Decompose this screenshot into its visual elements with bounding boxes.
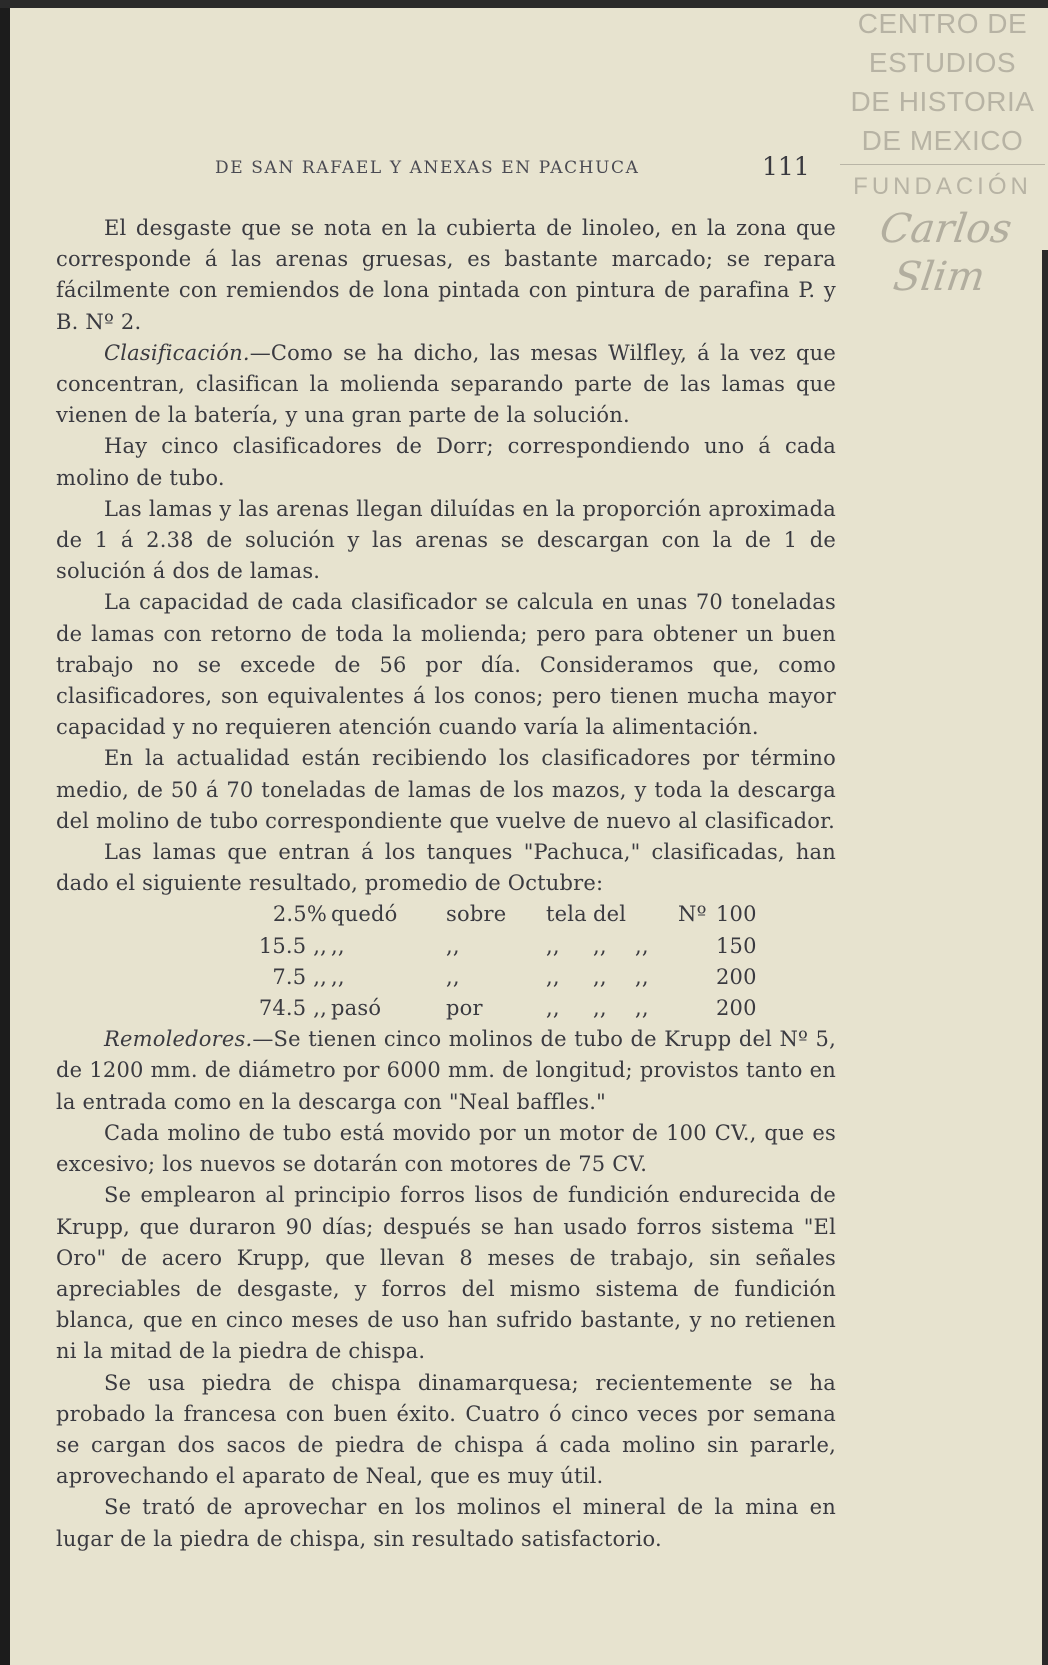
table-cell: ,, xyxy=(331,933,345,958)
page-right-edge xyxy=(1042,250,1048,1665)
paragraph xyxy=(56,1024,836,1118)
table-cell: ,, xyxy=(593,933,607,958)
table-cell xyxy=(635,899,678,930)
table-cell: pasó xyxy=(331,996,382,1021)
paragraph-text: Las lamas que entran á los tanques "Pachuca," clasificadas, han dado el siguiente resultado, promedio de Octubre: xyxy=(56,840,836,896)
page-number: 111 xyxy=(762,152,810,181)
table-cell: del xyxy=(593,902,627,927)
watermark-line: CENTRO DE xyxy=(857,8,1028,39)
paragraph xyxy=(56,837,836,899)
table-cell: tela xyxy=(546,902,587,927)
watermark-line: ESTUDIOS xyxy=(868,47,1017,78)
paragraph-text: Se emplearon al principio forros lisos de fundición endurecida de Krupp, que duraron 90 días; después se han usado forros sistema "El Oro" de acero Krupp, que llevan 8 meses de trabajo, sin señales apreciables de desgaste, y forros del mismo sistema de fundición blanca, que en cinco meses de uso han sufrido bastante, y no retienen ni la mitad de la piedra de chispa. xyxy=(56,1183,836,1364)
table-cell: por xyxy=(446,996,483,1021)
table-cell: ,, xyxy=(593,996,607,1021)
paragraph xyxy=(56,1492,836,1554)
table-cell: 74.5 ,, xyxy=(258,996,327,1021)
paragraph xyxy=(56,494,836,588)
table-cell: 200 xyxy=(715,996,757,1021)
table-row xyxy=(242,931,757,962)
table-cell: 15.5 ,, xyxy=(258,933,327,958)
table-cell: ,, xyxy=(593,964,607,989)
table-cell: 100 xyxy=(715,902,757,927)
table-cell: quedó xyxy=(331,902,398,927)
paragraph-text: Hay cinco clasificadores de Dorr; correspondiendo uno á cada molino de tubo. xyxy=(56,434,836,490)
table-cell: 2.5% xyxy=(272,902,327,927)
paragraph-text: Las lamas y las arenas llegan diluídas en la proporción aproximada de 1 á 2.38 de solución y las arenas se descargan con la de 1 de solución á dos de lamas. xyxy=(56,496,836,584)
table-cell xyxy=(678,993,707,1024)
page-binding-edge xyxy=(0,0,10,1665)
sieve-results-table xyxy=(242,899,757,1024)
paragraph xyxy=(56,587,836,743)
table-row xyxy=(242,899,757,930)
paragraph-text: En la actualidad están recibiendo los clasificadores por término medio, de 50 á 70 toneladas de lamas de los mazos, y toda la descarga del molino de tubo correspondiente que vuelve de nuevo al clasificador. xyxy=(56,746,836,833)
table-cell: ,, xyxy=(331,964,345,989)
table-cell: 150 xyxy=(715,933,757,958)
watermark-fundacion: FUNDACIÓN xyxy=(853,173,1032,200)
section-title: Remoledores. xyxy=(104,1027,253,1052)
table-cell: Nº xyxy=(678,902,707,927)
table-cell xyxy=(678,931,707,962)
paragraph xyxy=(56,1118,836,1180)
table-cell: ,, xyxy=(635,933,649,958)
watermark-divider xyxy=(840,164,1045,165)
paragraph-text: —Como se ha dicho, las mesas Wilfley, á la vez que concentran, clasifican la molienda separando parte de las lamas que vienen de la batería, y una gran parte de la solución. xyxy=(56,340,836,428)
watermark xyxy=(840,4,1045,301)
paragraph-text: Cada molino de tubo está movido por un motor de 100 CV., que es excesivo; los nuevos se dotarán con motores de 75 CV. xyxy=(56,1120,836,1177)
paragraph-text: —Se tienen cinco molinos de tubo de Krupp del Nº 5, de 1200 mm. de diámetro por 6000 mm. de longitud; provistos tanto en la entrada como en la descarga con "Neal baffles." xyxy=(56,1027,836,1114)
table-cell: 7.5 ,, xyxy=(272,964,327,989)
watermark-line: DE HISTORIA xyxy=(850,86,1035,117)
paragraph-text: El desgaste que se nota en la cubierta de linoleo, en la zona que corresponde á las arenas gruesas, es bastante marcado; se repara fácilmente con remiendos de lona pintada con pintura de parafina P. y B. Nº 2. xyxy=(56,216,836,334)
paragraph xyxy=(56,213,836,338)
table-cell: ,, xyxy=(546,964,560,989)
table-cell xyxy=(678,962,707,993)
table-cell: 200 xyxy=(715,964,757,989)
watermark-signature: Carlos Slim xyxy=(877,206,1015,300)
paragraph xyxy=(56,338,836,432)
paragraph xyxy=(56,431,836,493)
table-cell: ,, xyxy=(446,933,460,958)
paragraph-text: Se usa piedra de chispa dinamarquesa; recientemente se ha probado la francesa con buen éxito. Cuatro ó cinco veces por semana se cargan dos sacos de piedra de chispa á cada molino sin pararle, aprovechando el aparato de Neal, que es muy útil. xyxy=(56,1370,836,1489)
paragraph-text: La capacidad de cada clasificador se calcula en unas 70 toneladas de lamas con retorno de toda la molienda; pero para obtener un buen trabajo no se excede de 56 por día. Consideramos que, como clasificadores, son equivalentes á los conos; pero tienen mucha mayor capacidad y no requieren atención cuando varía la alimentación. xyxy=(56,590,836,740)
table-cell: sobre xyxy=(446,902,507,927)
table-cell: ,, xyxy=(635,996,649,1021)
body-text xyxy=(56,213,836,1555)
table-cell: ,, xyxy=(635,964,649,989)
table-row xyxy=(242,962,757,993)
table-cell: ,, xyxy=(446,964,460,989)
watermark-line: DE MEXICO xyxy=(861,125,1024,156)
paragraph xyxy=(56,743,836,837)
table-cell: ,, xyxy=(546,933,560,958)
section-title: Clasificación. xyxy=(104,340,250,365)
running-header: DE SAN RAFAEL Y ANEXAS EN PACHUCA xyxy=(215,158,640,178)
table-row xyxy=(242,993,757,1024)
table-cell: ,, xyxy=(546,996,560,1021)
paragraph-text: Se trató de aprovechar en los molinos el mineral de la mina en lugar de la piedra de chispa, sin resultado satisfactorio. xyxy=(56,1495,836,1551)
paragraph xyxy=(56,1368,836,1493)
paragraph xyxy=(56,1180,836,1367)
